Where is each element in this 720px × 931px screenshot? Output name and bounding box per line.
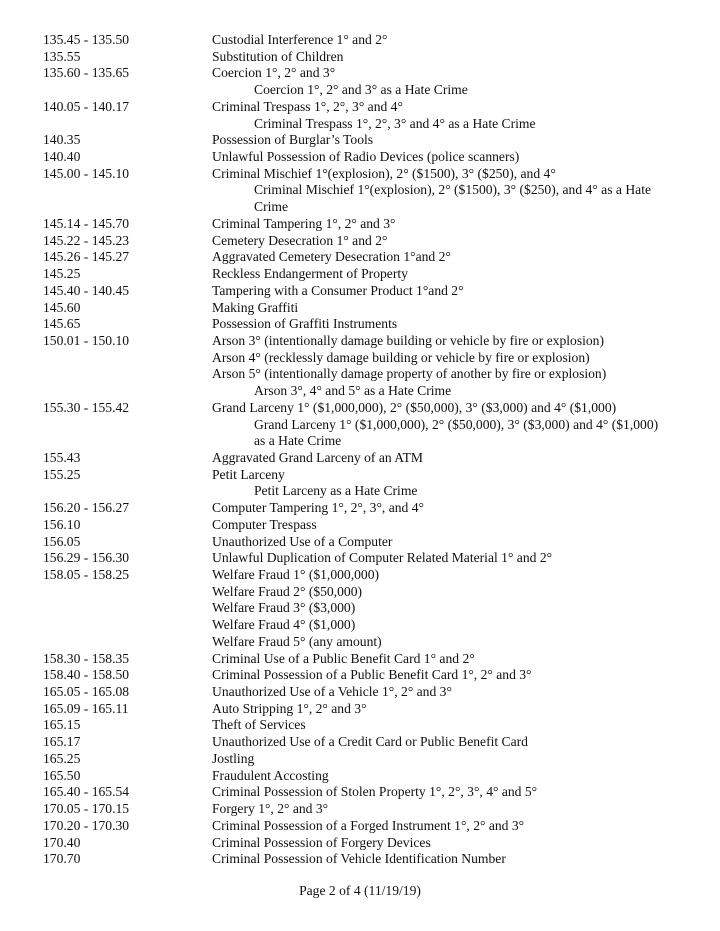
statute-code: 165.15 — [43, 717, 81, 733]
offense-description: Criminal Trespass 1°, 2°, 3° and 4° — [212, 98, 403, 114]
statute-code: 165.17 — [43, 734, 81, 750]
table-row — [0, 835, 720, 852]
table-row — [0, 768, 720, 785]
table-row — [0, 249, 720, 266]
page-footer: Page 2 of 4 (11/19/19) — [299, 883, 421, 898]
offense-description: Crime — [254, 199, 288, 215]
statute-code: 165.05 - 165.08 — [43, 684, 130, 700]
table-row — [0, 333, 720, 350]
table-row — [0, 182, 720, 199]
offense-description: Grand Larceny 1° ($1,000,000), 2° ($50,000), 3° ($3,000) and 4° ($1,000) — [254, 416, 659, 432]
offense-description: Computer Trespass — [212, 516, 317, 532]
statute-code: 165.40 - 165.54 — [43, 784, 130, 800]
table-row — [0, 701, 720, 718]
offense-description: Aggravated Grand Larceny of an ATM — [212, 449, 424, 465]
table-row — [0, 366, 720, 383]
offense-description: Aggravated Cemetery Desecration 1°and 2° — [212, 249, 451, 265]
table-row — [0, 350, 720, 367]
offense-description: Criminal Possession of a Forged Instrument 1°, 2° and 3° — [212, 817, 525, 833]
table-row — [0, 734, 720, 751]
statute-code: 165.50 — [43, 767, 81, 783]
offense-description: Unauthorized Use of a Credit Card or Public Benefit Card — [212, 734, 528, 750]
offense-description: Auto Stripping 1°, 2° and 3° — [212, 700, 367, 716]
offense-description: Tampering with a Consumer Product 1°and 2° — [212, 282, 464, 298]
table-row — [0, 300, 720, 317]
table-row — [0, 634, 720, 651]
statute-code: 135.45 - 135.50 — [43, 32, 130, 47]
statute-code: 135.60 - 135.65 — [43, 65, 130, 81]
offense-description: Making Graffiti — [212, 299, 299, 315]
table-row — [0, 166, 720, 183]
offense-description: Unauthorized Use of a Vehicle 1°, 2° and 3° — [212, 684, 452, 700]
offense-description: Substitution of Children — [212, 48, 344, 64]
offense-description: Unauthorized Use of a Computer — [212, 533, 393, 549]
statute-code: 156.20 - 156.27 — [43, 500, 130, 516]
table-row — [0, 199, 720, 216]
table-row — [0, 717, 720, 734]
offense-description: Criminal Possession of Vehicle Identification Number — [212, 851, 506, 867]
offense-description: Welfare Fraud 2° ($50,000) — [212, 583, 363, 599]
table-row — [0, 801, 720, 818]
table-row — [0, 534, 720, 551]
offense-description: Criminal Mischief 1°(explosion), 2° ($1500), 3° ($250), and 4° — [212, 165, 556, 181]
statute-code: 145.65 — [43, 316, 81, 332]
statute-code: 170.40 — [43, 834, 81, 850]
offense-description: Theft of Services — [212, 717, 306, 733]
statute-code: 155.25 — [43, 466, 81, 482]
table-row — [0, 600, 720, 617]
offense-table — [0, 32, 720, 868]
table-row — [0, 316, 720, 333]
statute-code: 145.26 - 145.27 — [43, 249, 130, 265]
offense-description: Petit Larceny as a Hate Crime — [254, 483, 418, 499]
table-row — [0, 383, 720, 400]
statute-code: 140.35 — [43, 132, 81, 148]
statute-code: 140.40 — [43, 149, 81, 165]
table-row — [0, 149, 720, 166]
table-row — [0, 116, 720, 133]
table-row — [0, 500, 720, 517]
table-row — [0, 617, 720, 634]
offense-description: Computer Tampering 1°, 2°, 3°, and 4° — [212, 500, 424, 516]
table-row — [0, 784, 720, 801]
offense-description: Arson 5° (intentionally damage property of another by fire or explosion) — [212, 366, 607, 382]
table-row — [0, 32, 720, 49]
statute-code: 156.05 — [43, 533, 81, 549]
statute-code: 150.01 - 150.10 — [43, 332, 130, 348]
offense-description: Petit Larceny — [212, 466, 285, 482]
statute-code: 156.10 — [43, 516, 81, 532]
offense-description: Unlawful Possession of Radio Devices (police scanners) — [212, 149, 520, 165]
statute-code: 145.25 — [43, 266, 81, 282]
offense-description: Welfare Fraud 4° ($1,000) — [212, 617, 356, 633]
statute-code: 170.20 - 170.30 — [43, 817, 130, 833]
statute-code: 158.05 - 158.25 — [43, 567, 130, 582]
statute-code: 155.30 - 155.42 — [43, 399, 130, 415]
offense-description: Custodial Interference 1° and 2° — [212, 32, 388, 47]
offense-description: Arson 3° (intentionally damage building or vehicle by fire or explosion) — [212, 332, 605, 348]
statute-code: 170.70 — [43, 851, 81, 867]
table-row — [0, 851, 720, 868]
table-row — [0, 417, 720, 434]
table-row — [0, 82, 720, 99]
table-row — [0, 517, 720, 534]
statute-code: 158.40 - 158.50 — [43, 667, 130, 683]
offense-description: Welfare Fraud 5° (any amount) — [212, 633, 382, 649]
table-row — [0, 684, 720, 701]
statute-code: 135.55 — [43, 48, 81, 64]
table-row — [0, 651, 720, 668]
offense-description: Forgery 1°, 2° and 3° — [212, 801, 329, 817]
table-row — [0, 216, 720, 233]
offense-description: Possession of Burglar’s Tools — [212, 132, 374, 148]
statute-code: 165.25 — [43, 750, 81, 766]
table-row — [0, 283, 720, 300]
offense-description: Coercion 1°, 2° and 3° as a Hate Crime — [254, 82, 468, 98]
offense-description: Fraudulent Accosting — [212, 767, 329, 783]
table-row — [0, 584, 720, 601]
table-row — [0, 132, 720, 149]
offense-description: Criminal Possession of Stolen Property 1°, 2°, 3°, 4° and 5° — [212, 784, 538, 800]
offense-description: Criminal Possession of Forgery Devices — [212, 834, 431, 850]
statute-code: 145.00 - 145.10 — [43, 165, 130, 181]
offense-description: as a Hate Crime — [254, 433, 342, 449]
statute-code: 170.05 - 170.15 — [43, 801, 130, 817]
offense-description: Arson 3°, 4° and 5° as a Hate Crime — [254, 383, 452, 399]
offense-description: Reckless Endangerment of Property — [212, 266, 408, 282]
table-row — [0, 751, 720, 768]
offense-description: Unlawful Duplication of Computer Related Material 1° and 2° — [212, 550, 553, 566]
offense-description: Welfare Fraud 3° ($3,000) — [212, 600, 356, 616]
statute-code: 140.05 - 140.17 — [43, 98, 130, 114]
statute-code: 145.60 — [43, 299, 81, 315]
table-row — [0, 467, 720, 484]
table-row — [0, 266, 720, 283]
table-row — [0, 49, 720, 66]
statute-code: 145.40 - 140.45 — [43, 282, 130, 298]
table-row — [0, 483, 720, 500]
offense-description: Arson 4° (recklessly damage building or vehicle by fire or explosion) — [212, 349, 590, 365]
offense-description: Criminal Trespass 1°, 2°, 3° and 4° as a Hate Crime — [254, 115, 536, 131]
statute-code: 158.30 - 158.35 — [43, 650, 130, 666]
table-row — [0, 99, 720, 116]
offense-description: Criminal Use of a Public Benefit Card 1° and 2° — [212, 650, 475, 666]
statute-code: 145.14 - 145.70 — [43, 215, 130, 231]
offense-description: Criminal Possession of a Public Benefit Card 1°, 2° and 3° — [212, 667, 532, 683]
table-row — [0, 567, 720, 584]
table-row — [0, 65, 720, 82]
offense-description: Cemetery Desecration 1° and 2° — [212, 232, 388, 248]
statute-code: 155.43 — [43, 449, 81, 465]
table-row — [0, 400, 720, 417]
offense-description: Criminal Mischief 1°(explosion), 2° ($1500), 3° ($250), and 4° as a Hate — [254, 182, 651, 198]
offense-description: Grand Larceny 1° ($1,000,000), 2° ($50,000), 3° ($3,000) and 4° ($1,000) — [212, 399, 617, 415]
table-row — [0, 818, 720, 835]
table-row — [0, 450, 720, 467]
statute-code: 156.29 - 156.30 — [43, 550, 130, 566]
table-row — [0, 550, 720, 567]
statute-code: 165.09 - 165.11 — [43, 700, 129, 716]
offense-description: Coercion 1°, 2° and 3° — [212, 65, 336, 81]
table-row — [0, 667, 720, 684]
table-row — [0, 233, 720, 250]
offense-description: Criminal Tampering 1°, 2° and 3° — [212, 215, 396, 231]
offense-description: Possession of Graffiti Instruments — [212, 316, 398, 332]
offense-description: Welfare Fraud 1° ($1,000,000) — [212, 567, 380, 582]
table-row — [0, 433, 720, 450]
statute-code: 145.22 - 145.23 — [43, 232, 130, 248]
offense-description: Jostling — [212, 750, 255, 766]
